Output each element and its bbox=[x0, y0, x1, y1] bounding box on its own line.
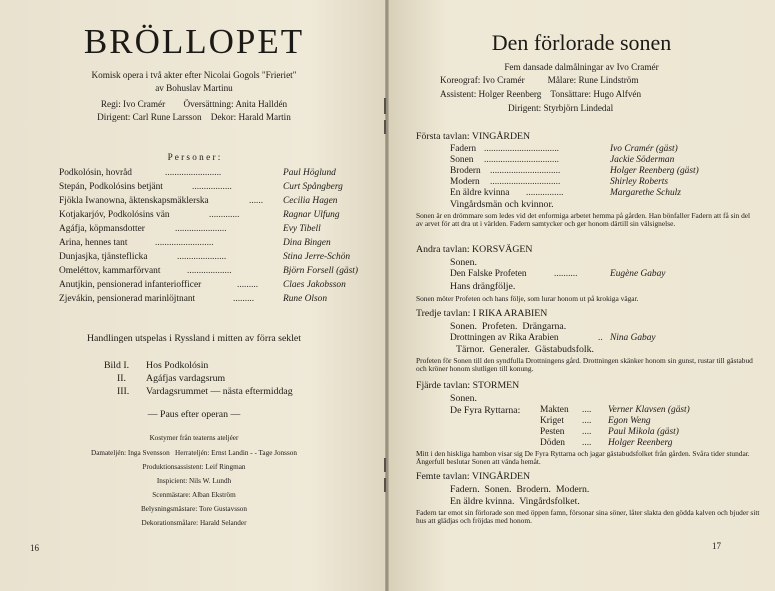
cast-role: Döden bbox=[540, 438, 565, 448]
staple-top-lower bbox=[384, 120, 386, 134]
staple-bottom bbox=[384, 458, 386, 472]
cast-dots: ......................... bbox=[155, 238, 214, 248]
cast-actor: Holger Reenberg bbox=[608, 438, 673, 448]
cast-actor: Curt Spångberg bbox=[283, 182, 343, 192]
staple-top bbox=[384, 98, 386, 114]
tableau-heading: Fjärde tavlan: STORMEN bbox=[416, 380, 520, 391]
credit-line-regi: Regi: Ivo Cramér Översättning: Anita Halldén bbox=[100, 99, 288, 109]
tableau-line: Hans drängfölje. bbox=[450, 281, 516, 292]
staff-line: Kostymer från teaterns ateljéer bbox=[149, 434, 239, 442]
cast-role: Fjökla Iwanowna, äktenskapsmäklerska bbox=[59, 196, 209, 206]
cast-dots: ......... bbox=[233, 294, 255, 304]
page-number-left: 16 bbox=[30, 543, 39, 553]
act-name: Hos Podkolósin bbox=[146, 360, 209, 371]
cast-dots: .... bbox=[582, 438, 592, 448]
cast-dots: ...................... bbox=[175, 224, 227, 234]
cast-dots: ........................ bbox=[165, 168, 222, 178]
cast-role: Kotjakarjóv, Podkolósins vän bbox=[59, 210, 170, 220]
staff-line: Dekorationsmålare: Harald Selander bbox=[141, 519, 247, 527]
cast-actor: Dina Bingen bbox=[283, 238, 331, 248]
cast-dots: .......... bbox=[554, 269, 578, 279]
cast-role: Makten bbox=[540, 405, 569, 415]
cast-actor: Holger Reenberg (gäst) bbox=[610, 166, 699, 176]
opera-title: BRÖLLOPET bbox=[83, 22, 305, 61]
ballet-subtitle: Fem dansade dalmålningar av Ivo Cramér bbox=[504, 62, 659, 72]
tableau-heading: Tredje tavlan: I RIKA ARABIEN bbox=[416, 308, 548, 319]
tableau-line: Sonen. Profeten. Drängarna. bbox=[450, 321, 567, 332]
cast-actor: Ragnar Ulfung bbox=[283, 210, 340, 220]
page-number-right: 17 bbox=[712, 541, 721, 551]
tableau-line: Sonen. bbox=[450, 393, 477, 404]
riders-lead: De Fyra Ryttarna: bbox=[450, 405, 521, 416]
cast-dots: ..................... bbox=[177, 252, 227, 262]
cast-role: Podkolósin, hovråd bbox=[59, 168, 132, 178]
book-spine bbox=[385, 0, 389, 591]
cast-role: En äldre kvinna bbox=[450, 188, 510, 198]
cast-role: Omeléttov, kammarförvant bbox=[59, 266, 161, 276]
cast-actor: Eugène Gabay bbox=[610, 269, 666, 279]
credit-line-dirigent-right: Dirigent: Styrbjörn Lindedal bbox=[508, 103, 614, 113]
cast-actor: Björn Forsell (gäst) bbox=[283, 266, 358, 276]
cast-role: Dunjasjka, tjänsteflicka bbox=[59, 252, 148, 262]
cast-role: Kriget bbox=[540, 416, 564, 426]
tableau-description: Fadern tar emot sin förlorade son med öppen famn, försonar sina söner, låter slakta den gödda kalven och bjuder sitt hus att glädjas och fröjdas med honom. bbox=[416, 508, 760, 526]
cast-actor: Paul Mikola (gäst) bbox=[608, 427, 679, 437]
act-number: Bild I. bbox=[104, 360, 130, 371]
credit-line-koreograf: Koreograf: Ivo Cramér Målare: Rune Lindström bbox=[440, 75, 639, 85]
cast-role: Stepán, Podkolósins betjänt bbox=[59, 182, 163, 192]
tableau-heading: Andra tavlan: KORSVÄGEN bbox=[416, 244, 533, 255]
pause-note: — Paus efter operan — bbox=[147, 409, 241, 420]
cast-role: Anutjkin, pensionerad infanteriofficer bbox=[59, 280, 202, 290]
cast-actor: Ivo Cramér (gäst) bbox=[610, 144, 678, 154]
personer-heading: P e r s o n e r : bbox=[167, 152, 221, 162]
cast-actor: Paul Höglund bbox=[283, 168, 336, 178]
cast-actor: Jackie Söderman bbox=[610, 155, 675, 165]
cast-role: Pesten bbox=[540, 427, 565, 437]
cast-role: Arina, hennes tant bbox=[59, 238, 128, 248]
cast-dots: .... bbox=[582, 416, 592, 426]
cast-dots: .... bbox=[582, 405, 592, 415]
setting-text: Handlingen utspelas i Ryssland i mitten av förra seklet bbox=[86, 333, 301, 344]
cast-role: Agáfja, köpmansdotter bbox=[59, 224, 145, 234]
cast-actor: Margarethe Schulz bbox=[610, 188, 681, 198]
cast-actor: Stina Jerre-Schön bbox=[283, 252, 351, 262]
cast-dots: ................... bbox=[187, 266, 232, 276]
tableau-description: Profeten för Sonen till den syndfulla Drottningens gård. Drottningen skänker honom sin gunst, rustar till gästabud och kröner honom slutligen till konung. bbox=[416, 356, 753, 374]
act-number: III. bbox=[117, 386, 130, 397]
staff-line: Scenmästare: Alban Ekström bbox=[152, 491, 236, 499]
act-name: Agáfjas vardagsrum bbox=[146, 373, 226, 384]
cast-dots: ............. bbox=[209, 210, 240, 220]
cast-actor: Claes Jakobsson bbox=[283, 280, 346, 290]
cast-actor: Nina Gabay bbox=[610, 333, 656, 343]
cast-dots: .............................. bbox=[490, 166, 561, 176]
staple-bottom-lower bbox=[384, 478, 386, 492]
tableau-line: Sonen. bbox=[450, 257, 477, 268]
tableau-heading: Femte tavlan: VINGÅRDEN bbox=[416, 471, 531, 482]
cast-dots: ................................ bbox=[484, 155, 559, 165]
ballet-title: Den förlorade sonen bbox=[491, 30, 672, 55]
cast-actor: Shirley Roberts bbox=[610, 177, 669, 187]
cast-dots: ......... bbox=[237, 280, 259, 290]
cast-actor: Evy Tibell bbox=[283, 224, 321, 234]
cast-role: Modern bbox=[450, 177, 480, 187]
credit-line-assistent: Assistent: Holger Reenberg Tonsättare: Hugo Alfvén bbox=[440, 89, 642, 99]
cast-actor: Cecilia Hagen bbox=[283, 196, 338, 206]
tableau-extra: Vingårdsmän och kvinnor. bbox=[450, 199, 554, 210]
opera-subtitle: Komisk opera i två akter efter Nicolai Gogols "Frieriet" bbox=[91, 70, 297, 80]
cast-dots: ...... bbox=[249, 196, 264, 206]
cast-role: Drottningen av Rika Arabien bbox=[450, 333, 559, 343]
cast-actor: Verner Klavsen (gäst) bbox=[608, 405, 690, 415]
tableau-heading: Första tavlan: VINGÅRDEN bbox=[416, 131, 531, 142]
act-number: II. bbox=[117, 373, 126, 384]
cast-dots: ................................ bbox=[484, 144, 559, 154]
cast-dots: .............................. bbox=[490, 177, 561, 187]
cast-dots: .... bbox=[582, 427, 592, 437]
cast-role: Fadern bbox=[450, 144, 477, 154]
opera-composer: av Bohuslav Martinu bbox=[155, 83, 233, 93]
staff-line: Inspicient: Nils W. Lundh bbox=[156, 477, 232, 485]
cast-role: Zjevákin, pensionerad marinlöjtnant bbox=[59, 294, 196, 304]
tableau-line: Tärnor. Generaler. Gästabudsfolk. bbox=[456, 344, 594, 355]
staff-line: Produktionsassistent: Leif Ringman bbox=[142, 463, 246, 471]
cast-role: Sonen bbox=[450, 155, 474, 165]
cast-dots: ................. bbox=[192, 182, 232, 192]
tableau-line: En äldre kvinna. Vingårdsfolket. bbox=[450, 496, 580, 507]
tableau-description: Mitt i den hiskliga hambon visar sig De Fyra Ryttarna och jagar gästabudsfolket från gården. Svåra tider stundar. Ångerfull beslutar Sonen att vända hemåt. bbox=[416, 449, 750, 467]
cast-actor: Rune Olson bbox=[283, 294, 328, 304]
cast-role: Brodern bbox=[450, 166, 481, 176]
credit-line-dirigent: Dirigent: Carl Rune Larsson Dekor: Harald Martin bbox=[97, 112, 291, 122]
cast-actor: Egon Weng bbox=[608, 416, 651, 426]
tableau-description: Sonen är en drömmare som ledes vid det enformiga arbetet hemma på gården. Han bönfaller Fadern att få sin del av arvet för att dra ut i världen. Fadern samtycker och ger honom därtill sin välsignelse. bbox=[416, 211, 751, 229]
tableau-description: Sonen möter Profeten och hans följe, som lurar honom ut på krokiga vägar. bbox=[416, 294, 639, 303]
cast-dots: ................ bbox=[526, 188, 564, 198]
staff-line: Belysningsmästare: Tore Gustavsson bbox=[141, 505, 247, 513]
tableau-line: Fadern. Sonen. Brodern. Modern. bbox=[450, 484, 590, 495]
cast-dots: .. bbox=[598, 333, 603, 343]
staff-line: Damateljén: Inga Svensson Herrateljén: Ernst Landin - - Tage Jonsson bbox=[91, 449, 297, 457]
act-name: Vardagsrummet — nästa eftermiddag bbox=[146, 386, 293, 397]
cast-role: Den Falske Profeten bbox=[450, 269, 527, 279]
